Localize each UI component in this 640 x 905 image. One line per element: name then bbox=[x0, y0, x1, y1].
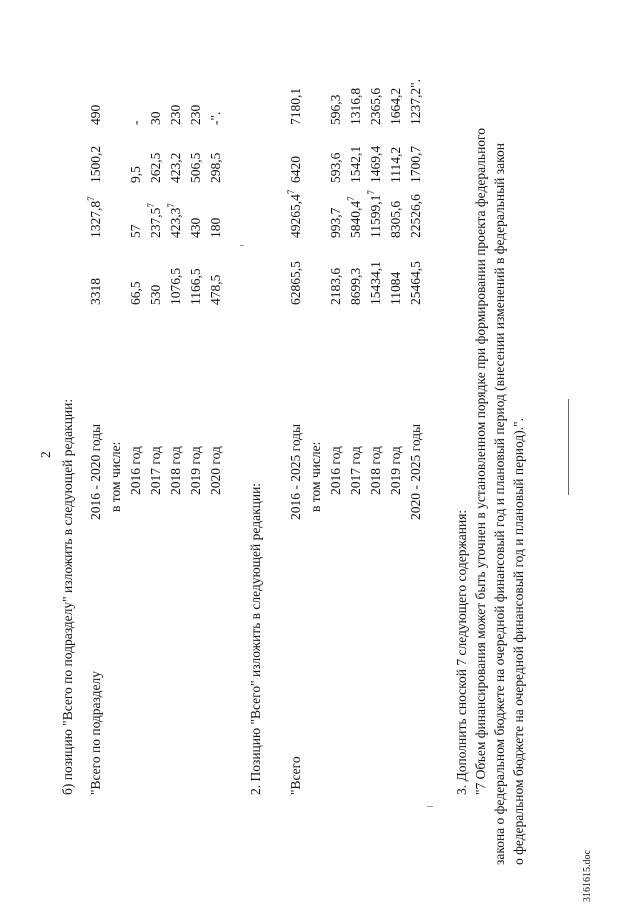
value-text: 1076,5 bbox=[168, 267, 183, 305]
value-text: 25464,5 bbox=[408, 261, 423, 305]
value-cell bbox=[328, 95, 344, 125]
value-text: 49265,4 bbox=[288, 194, 303, 238]
value-cell bbox=[88, 146, 104, 183]
value-cell bbox=[368, 88, 384, 125]
value-text: 8699,3 bbox=[348, 267, 363, 305]
page-number: 2 bbox=[38, 451, 53, 458]
value-text: 596,3 bbox=[328, 94, 343, 125]
value-cell bbox=[128, 121, 144, 126]
period-label: 2019 год bbox=[388, 446, 403, 495]
value-cell bbox=[388, 272, 404, 305]
footnote-ref: 7 bbox=[165, 203, 176, 208]
section-2-intro: 2. Позицию "Всего" изложить в следующей редакции: bbox=[248, 482, 263, 795]
value-text: 1316,8 bbox=[348, 87, 363, 125]
value-text: 30 bbox=[148, 111, 163, 125]
value-cell bbox=[168, 105, 184, 125]
period-label: 2016 год bbox=[128, 446, 143, 495]
value-text: 3318 bbox=[88, 278, 103, 305]
period-label: 2020 год bbox=[208, 446, 223, 495]
value-cell bbox=[128, 225, 144, 239]
value-text: 15434,1 bbox=[368, 261, 383, 305]
value-cell bbox=[408, 146, 424, 183]
value-cell bbox=[368, 146, 384, 183]
value-text: 7180,1 bbox=[288, 87, 303, 125]
value-text: 993,7 bbox=[328, 207, 343, 238]
value-cell bbox=[288, 88, 304, 125]
period-label: 2020 - 2025 годы bbox=[408, 423, 423, 520]
value-text: 298,5 bbox=[208, 152, 223, 183]
value-cell bbox=[148, 153, 164, 183]
value-text: 423,3 bbox=[168, 207, 183, 238]
value-cell bbox=[328, 268, 344, 305]
value-text: 180 bbox=[208, 217, 223, 238]
value-text: 6420 bbox=[288, 156, 303, 183]
value-text: 1237,2". bbox=[408, 78, 423, 125]
value-text: 230 bbox=[168, 104, 183, 125]
value-cell bbox=[188, 218, 204, 238]
footnote-ref: 7 bbox=[85, 196, 96, 201]
period-label: 2016 год bbox=[328, 446, 343, 495]
value-text: 11084 bbox=[388, 271, 403, 305]
period-label: 2017 год bbox=[348, 446, 363, 495]
value-cell bbox=[188, 153, 204, 183]
value-text: 1664,2 bbox=[388, 87, 403, 125]
value-text: 593,6 bbox=[328, 152, 343, 183]
value-text: 22526,6 bbox=[408, 194, 423, 238]
value-cell bbox=[345, 196, 364, 238]
value-text: 262,5 bbox=[148, 152, 163, 183]
value-text: 5840,4 bbox=[348, 200, 363, 238]
period-label: 2018 год bbox=[168, 446, 183, 495]
value-text: 1500,2 bbox=[88, 145, 103, 183]
value-cell bbox=[208, 218, 224, 238]
value-cell bbox=[368, 261, 384, 305]
value-text: 62865,5 bbox=[288, 261, 303, 305]
value-text: - bbox=[128, 120, 143, 125]
section-3-intro: 3. Дополнить сноской 7 следующего содержания: bbox=[454, 509, 469, 795]
value-text: 1166,5 bbox=[188, 268, 203, 305]
section-b-intro: б) позицию "Всего по подразделу" изложить в следующей редакции: bbox=[60, 398, 75, 795]
value-cell bbox=[408, 194, 424, 238]
value-text: 57 bbox=[128, 224, 143, 238]
value-text: 530 bbox=[148, 284, 163, 305]
period-label: 2019 год bbox=[188, 446, 203, 495]
value-text: 11599,1 bbox=[368, 194, 383, 238]
value-text: 66,5 bbox=[128, 281, 143, 305]
value-cell bbox=[348, 268, 364, 305]
value-cell bbox=[348, 88, 364, 125]
value-cell bbox=[388, 88, 404, 125]
footnote-line-2: закона о федеральном бюджете на очередной финансовый год и плановый период (внесении изменений в федеральный закон bbox=[492, 143, 507, 865]
value-cell bbox=[365, 190, 384, 238]
separator-line bbox=[568, 399, 569, 495]
margin-mark bbox=[240, 245, 244, 246]
footer-doc-code: 3161615.doc bbox=[582, 850, 593, 902]
value-text: -". bbox=[208, 111, 223, 125]
value-text: 2365,6 bbox=[368, 87, 383, 125]
value-cell bbox=[148, 285, 164, 305]
value-cell bbox=[188, 105, 204, 125]
footnote-ref: 7 bbox=[145, 203, 156, 208]
value-cell bbox=[285, 189, 304, 238]
period-label: в том числе: bbox=[108, 441, 123, 512]
value-cell bbox=[188, 268, 204, 305]
value-cell bbox=[148, 112, 164, 126]
value-cell bbox=[328, 153, 344, 183]
value-cell bbox=[388, 147, 404, 183]
value-cell bbox=[388, 201, 404, 238]
value-cell bbox=[128, 281, 144, 305]
value-text: 423,2 bbox=[168, 152, 183, 183]
footnote-ref: 7 bbox=[345, 196, 356, 201]
value-cell bbox=[408, 79, 424, 125]
value-cell bbox=[288, 261, 304, 305]
value-text: 237,5 bbox=[148, 207, 163, 238]
value-text: 1700,7 bbox=[408, 145, 423, 183]
value-cell bbox=[208, 112, 224, 125]
value-cell bbox=[208, 153, 224, 183]
section-2-row-label: "Всего bbox=[288, 756, 303, 795]
period-label: 2017 год bbox=[148, 446, 163, 495]
value-cell bbox=[168, 153, 184, 183]
margin-mark bbox=[427, 806, 433, 807]
period-label: 2018 год bbox=[368, 446, 383, 495]
footnote-line-1: "7 Объем финансирования может быть уточнен в установленном порядке при формировании проекта федерального bbox=[473, 128, 488, 795]
value-cell bbox=[85, 196, 104, 238]
value-text: 490 bbox=[88, 104, 103, 125]
footnote-ref: 7 bbox=[365, 190, 376, 195]
value-text: 506,5 bbox=[188, 152, 203, 183]
value-text: 1542,1 bbox=[348, 145, 363, 183]
value-cell bbox=[328, 208, 344, 238]
value-text: 430 bbox=[188, 217, 203, 238]
footnote-ref: 7 bbox=[285, 189, 296, 195]
value-cell bbox=[88, 105, 104, 125]
value-text: 478,5 bbox=[208, 274, 223, 305]
footnote-line-3: о федеральном бюджете на очередной финансовый год и плановый период).". bbox=[511, 417, 526, 865]
value-text: 9,5 bbox=[128, 166, 143, 183]
value-text: 1114,2 bbox=[388, 146, 403, 183]
value-cell bbox=[168, 268, 184, 305]
period-label: 2016 - 2025 годы bbox=[288, 423, 303, 520]
value-cell bbox=[165, 203, 184, 238]
value-text: 1469,4 bbox=[368, 145, 383, 183]
value-text: 8305,6 bbox=[388, 200, 403, 238]
period-label: в том числе: bbox=[308, 441, 323, 512]
value-cell bbox=[145, 203, 164, 238]
section-b-row-label: "Всего по подразделу bbox=[88, 671, 103, 795]
value-cell bbox=[288, 156, 304, 183]
value-text: 230 bbox=[188, 104, 203, 125]
value-cell bbox=[128, 166, 144, 183]
period-label: 2016 - 2020 годы bbox=[88, 423, 103, 520]
value-text: 2183,6 bbox=[328, 267, 343, 305]
value-cell bbox=[88, 278, 104, 305]
value-cell bbox=[348, 146, 364, 183]
value-cell bbox=[208, 275, 224, 305]
value-text: 1327,8 bbox=[88, 200, 103, 238]
value-cell bbox=[408, 261, 424, 305]
